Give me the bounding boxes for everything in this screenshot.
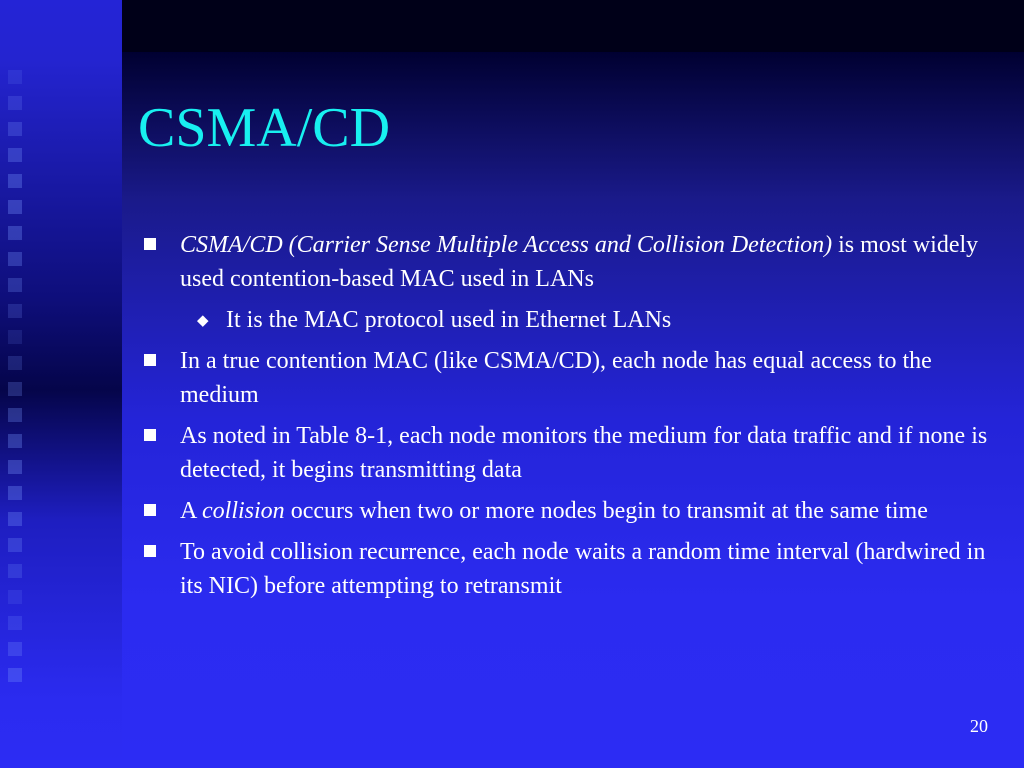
decorative-square [8, 148, 22, 162]
decorative-square [8, 512, 22, 526]
bullet-text [180, 498, 928, 524]
bullet-item [140, 228, 1000, 296]
bullet-prefix: A [180, 498, 203, 524]
decorative-square [8, 616, 22, 630]
bullet-text: To avoid collision recurrence, each node waits a random time interval (hardwired in its NIC) before attempting to retransmit [180, 539, 986, 599]
decorative-square [8, 642, 22, 656]
decorative-square [8, 70, 22, 84]
bullet-item [140, 494, 1000, 528]
square-bullet-icon [144, 238, 156, 250]
bullet-item [140, 535, 1000, 603]
decorative-square [8, 668, 22, 682]
decorative-square [8, 252, 22, 266]
sub-bullet-item [140, 303, 1000, 337]
bullet-text-rest: occurs when two or more nodes begin to transmit at the same time [284, 498, 928, 524]
page-number: 20 [970, 716, 988, 736]
decorative-squares [8, 70, 26, 690]
slide-body [140, 228, 1000, 610]
decorative-square [8, 564, 22, 578]
bullet-item [140, 419, 1000, 487]
decorative-square [8, 200, 22, 214]
bullet-text: As noted in Table 8-1, each node monitors the medium for data traffic and if none is detected, it begins transmitting data [180, 423, 988, 483]
bullet-text [180, 232, 978, 292]
left-decorative-strip [0, 0, 122, 768]
decorative-square [8, 226, 22, 240]
bullet-item [140, 344, 1000, 412]
decorative-square [8, 356, 22, 370]
bullet-text-rest: is most widely used contention-based MAC used in LANs [180, 232, 979, 292]
square-bullet-icon [144, 504, 156, 516]
decorative-square [8, 460, 22, 474]
decorative-square [8, 486, 22, 500]
decorative-square [8, 278, 22, 292]
top-band [122, 0, 1024, 52]
square-bullet-icon [144, 545, 156, 557]
square-bullet-icon [144, 354, 156, 366]
bullet-text: In a true contention MAC (like CSMA/CD), each node has equal access to the medium [180, 348, 932, 408]
sub-bullet-text: It is the MAC protocol used in Ethernet LANs [226, 307, 672, 333]
square-bullet-icon [144, 429, 156, 441]
decorative-square [8, 538, 22, 552]
decorative-square [8, 330, 22, 344]
decorative-square [8, 96, 22, 110]
decorative-square [8, 408, 22, 422]
decorative-square [8, 304, 22, 318]
bullet-italic-text: collision [202, 498, 285, 524]
decorative-square [8, 590, 22, 604]
decorative-square [8, 174, 22, 188]
decorative-square [8, 434, 22, 448]
decorative-square [8, 382, 22, 396]
diamond-bullet-icon: ◆ [197, 311, 209, 329]
decorative-square [8, 122, 22, 136]
slide-title: CSMA/CD [138, 97, 391, 159]
bullet-italic-text: CSMA/CD (Carrier Sense Multiple Access and Collision Detection) [180, 232, 833, 258]
